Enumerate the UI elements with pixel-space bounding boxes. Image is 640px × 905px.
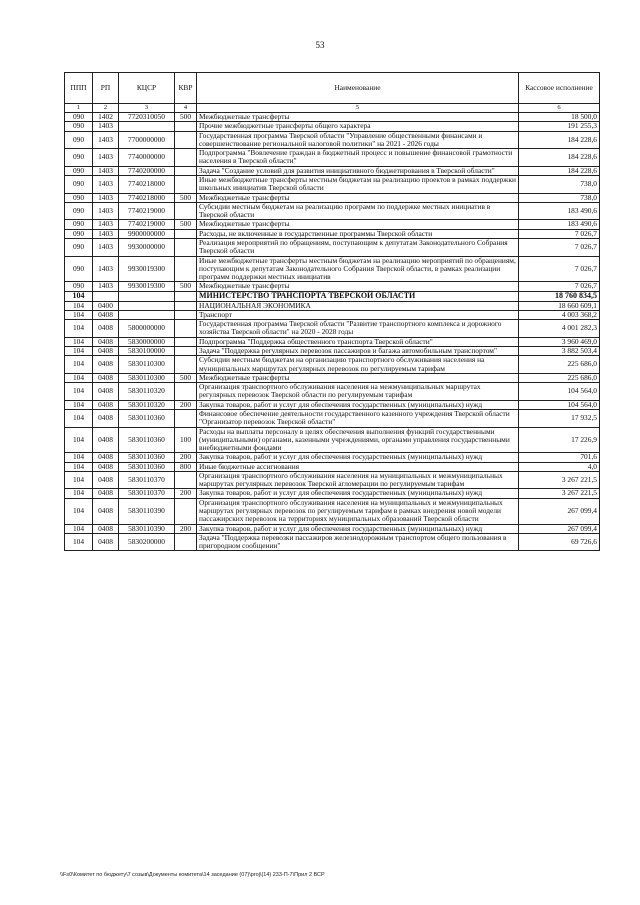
cell-kvr bbox=[175, 202, 197, 220]
cell-kcsr: 5830110370 bbox=[119, 489, 175, 498]
cell-name: Закупка товаров, работ и услуг для обеспечения государственных (муниципальных) нужд bbox=[197, 453, 519, 462]
cell-ppp: 090 bbox=[65, 166, 93, 175]
cell-ppp: 104 bbox=[65, 533, 93, 551]
cell-ppp: 090 bbox=[65, 220, 93, 229]
cell-kvr bbox=[175, 346, 197, 355]
cell-ppp: 104 bbox=[65, 373, 93, 382]
cell-amount: 701,6 bbox=[519, 453, 600, 462]
cell-name: Субсидии местным бюджетам на реализацию программ по поддержке местных инициатив в Тверской области bbox=[197, 202, 519, 220]
cell-kvr bbox=[175, 229, 197, 238]
cell-rp: 1403 bbox=[93, 238, 119, 256]
table-row bbox=[65, 122, 600, 131]
cell-amount: 184 228,6 bbox=[519, 166, 600, 175]
cell-amount: 183 490,6 bbox=[519, 220, 600, 229]
cell-name: Межбюджетные трансферты bbox=[197, 193, 519, 202]
table-row bbox=[65, 383, 600, 401]
cell-kvr bbox=[175, 149, 197, 167]
column-number: 1 bbox=[65, 104, 93, 113]
cell-kvr bbox=[175, 166, 197, 175]
cell-name: Подпрограмма "Вовлечение граждан в бюджетный процесс и повышение финансовой грамотности населения в Тверской области" bbox=[197, 149, 519, 167]
cell-kcsr: 9900000000 bbox=[119, 229, 175, 238]
cell-kvr bbox=[175, 409, 197, 427]
cell-amount: 69 726,6 bbox=[519, 533, 600, 551]
cell-name: Межбюджетные трансферты bbox=[197, 220, 519, 229]
cell-rp: 0408 bbox=[93, 533, 119, 551]
cell-amount: 225 686,0 bbox=[519, 356, 600, 374]
cell-amount: 7 026,7 bbox=[519, 282, 600, 291]
cell-kcsr: 7720310050 bbox=[119, 113, 175, 122]
cell-rp: 1403 bbox=[93, 202, 119, 220]
cell-kcsr: 7740000000 bbox=[119, 149, 175, 167]
cell-kvr: 800 bbox=[175, 462, 197, 471]
cell-ppp: 090 bbox=[65, 238, 93, 256]
cell-rp: 0408 bbox=[93, 453, 119, 462]
cell-kcsr: 7740218000 bbox=[119, 175, 175, 193]
cell-kvr: 500 bbox=[175, 113, 197, 122]
cell-amount: 7 026,7 bbox=[519, 238, 600, 256]
cell-rp: 1403 bbox=[93, 193, 119, 202]
table-row bbox=[65, 131, 600, 149]
cell-name: Иные межбюджетные трансферты местным бюджетам на реализацию проектов в рамках поддержки школьных инициатив Тверской области bbox=[197, 175, 519, 193]
cell-name: Организация транспортного обслуживания населения на межмуниципальных маршрутах регулярных перевозок Тверской области по регулируемым тарифам bbox=[197, 383, 519, 401]
cell-ppp: 090 bbox=[65, 282, 93, 291]
cell-ppp: 104 bbox=[65, 320, 93, 338]
cell-kcsr: 5830000000 bbox=[119, 337, 175, 346]
cell-kcsr: 7740200000 bbox=[119, 166, 175, 175]
cell-kcsr: 7740219000 bbox=[119, 220, 175, 229]
cell-ppp: 104 bbox=[65, 462, 93, 471]
cell-kvr bbox=[175, 310, 197, 319]
cell-kvr bbox=[175, 291, 197, 301]
cell-amount: 184 228,6 bbox=[519, 131, 600, 149]
cell-kvr bbox=[175, 238, 197, 256]
cell-rp: 0408 bbox=[93, 524, 119, 533]
cell-name: Организация транспортного обслуживания населения на муниципальных и межмуниципальных маршрутах регулярных перевозок по регулируемым тарифам в рамках внедрения новой модели пассажирских перевозок на территориях муниципальных образований Тверской области bbox=[197, 498, 519, 524]
cell-rp: 0408 bbox=[93, 356, 119, 374]
table-row bbox=[65, 533, 600, 551]
cell-name: МИНИСТЕРСТВО ТРАНСПОРТА ТВЕРСКОЙ ОБЛАСТИ bbox=[197, 291, 519, 301]
cell-rp: 1403 bbox=[93, 131, 119, 149]
cell-kvr: 500 bbox=[175, 282, 197, 291]
cell-ppp: 090 bbox=[65, 256, 93, 282]
cell-amount: 17 932,5 bbox=[519, 409, 600, 427]
cell-rp: 0408 bbox=[93, 310, 119, 319]
cell-kcsr: 7740218000 bbox=[119, 193, 175, 202]
cell-rp: 1403 bbox=[93, 122, 119, 131]
cell-ppp: 104 bbox=[65, 301, 93, 310]
cell-name: Транспорт bbox=[197, 310, 519, 319]
cell-amount: 267 099,4 bbox=[519, 498, 600, 524]
cell-kcsr: 5830100000 bbox=[119, 346, 175, 355]
cell-kvr bbox=[175, 533, 197, 551]
table-row bbox=[65, 409, 600, 427]
cell-amount: 7 026,7 bbox=[519, 256, 600, 282]
table-row bbox=[65, 193, 600, 202]
cell-kvr bbox=[175, 122, 197, 131]
cell-kvr bbox=[175, 175, 197, 193]
cell-kcsr: 5830110300 bbox=[119, 356, 175, 374]
cell-kvr bbox=[175, 356, 197, 374]
cell-ppp: 104 bbox=[65, 489, 93, 498]
cell-rp: 1402 bbox=[93, 113, 119, 122]
cell-ppp: 104 bbox=[65, 471, 93, 489]
table-row bbox=[65, 202, 600, 220]
column-number: 5 bbox=[197, 104, 519, 113]
cell-ppp: 104 bbox=[65, 383, 93, 401]
cell-amount: 225 686,0 bbox=[519, 373, 600, 382]
cell-kcsr bbox=[119, 122, 175, 131]
cell-amount: 191 255,3 bbox=[519, 122, 600, 131]
table-row bbox=[65, 301, 600, 310]
file-path-footer: \\Fs0\Комитет по бюджету\7 созыв\Документы комитета\14 заседание (07)\proj\(14) 233-П-7\Прил 2 ВСР bbox=[60, 872, 325, 878]
page-number: 53 bbox=[315, 40, 325, 50]
header-kvr: КВР bbox=[175, 73, 197, 104]
cell-amount: 3 882 503,4 bbox=[519, 346, 600, 355]
cell-kvr bbox=[175, 383, 197, 401]
cell-amount: 18 660 609,1 bbox=[519, 301, 600, 310]
cell-amount: 18 500,0 bbox=[519, 113, 600, 122]
cell-amount: 184 228,6 bbox=[519, 149, 600, 167]
cell-kcsr: 5830110320 bbox=[119, 400, 175, 409]
cell-kvr bbox=[175, 256, 197, 282]
cell-kcsr: 9930000000 bbox=[119, 238, 175, 256]
cell-name: Финансовое обеспечение деятельности государственного казенного учреждения Тверской области "Организатор перевозок Тверской области" bbox=[197, 409, 519, 427]
cell-ppp: 090 bbox=[65, 113, 93, 122]
column-number: 4 bbox=[175, 104, 197, 113]
cell-name: Организация транспортного обслуживания населения на муниципальных и межмуниципальных маршрутах регулярных перевозок Тверской агломерации по регулируемым тарифам bbox=[197, 471, 519, 489]
cell-name: Задача "Поддержка регулярных перевозок пассажиров и багажа автомобильным транспортом" bbox=[197, 346, 519, 355]
cell-ppp: 104 bbox=[65, 337, 93, 346]
cell-kcsr: 7700000000 bbox=[119, 131, 175, 149]
cell-rp: 1403 bbox=[93, 282, 119, 291]
cell-amount: 17 226,9 bbox=[519, 427, 600, 453]
cell-name: Государственная программа Тверской области "Управление общественными финансами и совершенствование региональной налоговой политики" на 2021 - 2026 годы bbox=[197, 131, 519, 149]
cell-kvr bbox=[175, 320, 197, 338]
cell-amount: 4 003 368,2 bbox=[519, 310, 600, 319]
cell-kcsr: 5830110320 bbox=[119, 383, 175, 401]
cell-name: Задача "Создание условий для развития инициативного бюджетирования в Тверской области" bbox=[197, 166, 519, 175]
cell-kvr: 500 bbox=[175, 220, 197, 229]
cell-kvr: 200 bbox=[175, 400, 197, 409]
cell-rp: 0400 bbox=[93, 301, 119, 310]
cell-name: Субсидии местным бюджетам на организацию транспортного обслуживания населения на муниципальных маршрутах регулярных перевозок по регулируемым тарифам bbox=[197, 356, 519, 374]
cell-kvr: 100 bbox=[175, 427, 197, 453]
header-row bbox=[65, 73, 600, 104]
cell-name: Межбюджетные трансферты bbox=[197, 113, 519, 122]
table-row bbox=[65, 427, 600, 453]
header-name: Наименование bbox=[197, 73, 519, 104]
cell-amount: 3 267 221,5 bbox=[519, 471, 600, 489]
cell-ppp: 090 bbox=[65, 131, 93, 149]
cell-amount: 4,0 bbox=[519, 462, 600, 471]
cell-ppp: 104 bbox=[65, 400, 93, 409]
table-row bbox=[65, 498, 600, 524]
cell-amount: 183 490,6 bbox=[519, 202, 600, 220]
cell-rp: 0408 bbox=[93, 320, 119, 338]
cell-rp: 0408 bbox=[93, 383, 119, 401]
table-row bbox=[65, 282, 600, 291]
column-number: 2 bbox=[93, 104, 119, 113]
cell-name: Расходы на выплаты персоналу в целях обеспечения выполнения функций государственными (муниципальными) органами, казенными учреждениями, органами управления государственными внебюджетными фондами bbox=[197, 427, 519, 453]
table-row bbox=[65, 175, 600, 193]
cell-kcsr: 5830110360 bbox=[119, 427, 175, 453]
table-row bbox=[65, 489, 600, 498]
table-body bbox=[65, 113, 600, 551]
column-number: 6 bbox=[519, 104, 600, 113]
cell-amount: 104 564,0 bbox=[519, 383, 600, 401]
cell-kvr: 200 bbox=[175, 489, 197, 498]
table-row bbox=[65, 524, 600, 533]
cell-ppp: 104 bbox=[65, 409, 93, 427]
cell-kcsr: 5830110390 bbox=[119, 498, 175, 524]
cell-ppp: 104 bbox=[65, 291, 93, 301]
table-row bbox=[65, 356, 600, 374]
column-number: 3 bbox=[119, 104, 175, 113]
table-row bbox=[65, 238, 600, 256]
cell-name: Реализация мероприятий по обращениям, поступающим к депутатам Законодательного Собрания Тверской области bbox=[197, 238, 519, 256]
cell-kcsr bbox=[119, 310, 175, 319]
cell-ppp: 090 bbox=[65, 122, 93, 131]
cell-kcsr: 5830200000 bbox=[119, 533, 175, 551]
cell-amount: 4 001 282,3 bbox=[519, 320, 600, 338]
cell-kcsr: 5830110390 bbox=[119, 524, 175, 533]
cell-ppp: 090 bbox=[65, 149, 93, 167]
cell-kcsr: 5830110360 bbox=[119, 462, 175, 471]
cell-rp: 1403 bbox=[93, 166, 119, 175]
header-kcsr: КЦСР bbox=[119, 73, 175, 104]
cell-ppp: 104 bbox=[65, 427, 93, 453]
cell-kvr: 500 bbox=[175, 373, 197, 382]
cell-kvr bbox=[175, 471, 197, 489]
cell-name: Межбюджетные трансферты bbox=[197, 373, 519, 382]
cell-ppp: 090 bbox=[65, 229, 93, 238]
cell-rp: 0408 bbox=[93, 400, 119, 409]
cell-kcsr: 5830110360 bbox=[119, 409, 175, 427]
table-row bbox=[65, 256, 600, 282]
header-amount: Кассовое исполнение bbox=[519, 73, 600, 104]
cell-kcsr: 9930019300 bbox=[119, 282, 175, 291]
cell-kvr bbox=[175, 131, 197, 149]
cell-kcsr: 5830110370 bbox=[119, 471, 175, 489]
cell-kcsr: 5830110300 bbox=[119, 373, 175, 382]
cell-kcsr bbox=[119, 301, 175, 310]
table-row bbox=[65, 453, 600, 462]
cell-amount: 104 564,0 bbox=[519, 400, 600, 409]
cell-rp: 1403 bbox=[93, 229, 119, 238]
cell-name: Государственная программа Тверской области "Развитие транспортного комплекса и дорожного хозяйства Тверской области" на 2020 - 2028 годы bbox=[197, 320, 519, 338]
cell-ppp: 104 bbox=[65, 310, 93, 319]
cell-ppp: 104 bbox=[65, 346, 93, 355]
cell-kvr bbox=[175, 301, 197, 310]
cell-ppp: 104 bbox=[65, 524, 93, 533]
cell-amount: 7 026,7 bbox=[519, 229, 600, 238]
cell-rp: 0408 bbox=[93, 373, 119, 382]
table-row bbox=[65, 291, 600, 301]
cell-kcsr: 9930019300 bbox=[119, 256, 175, 282]
cell-amount: 267 099,4 bbox=[519, 524, 600, 533]
header-rp: РП bbox=[93, 73, 119, 104]
cell-ppp: 090 bbox=[65, 193, 93, 202]
cell-name: НАЦИОНАЛЬНАЯ ЭКОНОМИКА bbox=[197, 301, 519, 310]
cell-amount: 3 267 221,5 bbox=[519, 489, 600, 498]
cell-rp: 1403 bbox=[93, 220, 119, 229]
cell-kcsr: 5830110360 bbox=[119, 453, 175, 462]
cell-ppp: 104 bbox=[65, 498, 93, 524]
table-row bbox=[65, 149, 600, 167]
cell-name: Расходы, не включенные в государственные программы Тверской области bbox=[197, 229, 519, 238]
cell-kvr: 500 bbox=[175, 193, 197, 202]
cell-rp: 1403 bbox=[93, 175, 119, 193]
cell-name: Подпрограмма "Поддержка общественного транспорта Тверской области" bbox=[197, 337, 519, 346]
cell-name: Иные бюджетные ассигнования bbox=[197, 462, 519, 471]
cell-name: Межбюджетные трансферты bbox=[197, 282, 519, 291]
cell-kvr: 200 bbox=[175, 524, 197, 533]
cell-amount: 18 760 834,5 bbox=[519, 291, 600, 301]
cell-rp: 0408 bbox=[93, 489, 119, 498]
cell-name: Задача "Поддержка перевозки пассажиров железнодорожным транспортом общего пользования в пригородном сообщении" bbox=[197, 533, 519, 551]
cell-kcsr: 5800000000 bbox=[119, 320, 175, 338]
cell-amount: 3 960 469,0 bbox=[519, 337, 600, 346]
cell-rp: 1403 bbox=[93, 149, 119, 167]
cell-amount: 738,0 bbox=[519, 175, 600, 193]
cell-amount: 738,0 bbox=[519, 193, 600, 202]
cell-kvr: 200 bbox=[175, 453, 197, 462]
cell-ppp: 090 bbox=[65, 202, 93, 220]
cell-name: Прочие межбюджетные трансферты общего характера bbox=[197, 122, 519, 131]
table-row bbox=[65, 471, 600, 489]
cell-name: Закупка товаров, работ и услуг для обеспечения государственных (муниципальных) нужд bbox=[197, 524, 519, 533]
cell-rp: 0408 bbox=[93, 462, 119, 471]
cell-rp: 0408 bbox=[93, 409, 119, 427]
cell-kcsr bbox=[119, 291, 175, 301]
budget-table bbox=[64, 72, 600, 551]
cell-rp: 0408 bbox=[93, 337, 119, 346]
cell-kvr bbox=[175, 498, 197, 524]
cell-ppp: 104 bbox=[65, 356, 93, 374]
cell-name: Иные межбюджетные трансферты местным бюджетам на реализацию мероприятий по обращениям, поступающим к депутатам Законодательного Собрания Тверской области, в рамках реализации программ поддержки местных инициатив bbox=[197, 256, 519, 282]
table-row bbox=[65, 320, 600, 338]
cell-rp: 0408 bbox=[93, 346, 119, 355]
cell-rp bbox=[93, 291, 119, 301]
cell-kcsr: 7740219000 bbox=[119, 202, 175, 220]
cell-rp: 0408 bbox=[93, 471, 119, 489]
cell-rp: 1403 bbox=[93, 256, 119, 282]
cell-name: Закупка товаров, работ и услуг для обеспечения государственных (муниципальных) нужд bbox=[197, 489, 519, 498]
cell-kvr bbox=[175, 337, 197, 346]
header-ppp: ППП bbox=[65, 73, 93, 104]
cell-name: Закупка товаров, работ и услуг для обеспечения государственных (муниципальных) нужд bbox=[197, 400, 519, 409]
cell-ppp: 090 bbox=[65, 175, 93, 193]
cell-rp: 0408 bbox=[93, 498, 119, 524]
table-row bbox=[65, 220, 600, 229]
cell-rp: 0408 bbox=[93, 427, 119, 453]
cell-ppp: 104 bbox=[65, 453, 93, 462]
